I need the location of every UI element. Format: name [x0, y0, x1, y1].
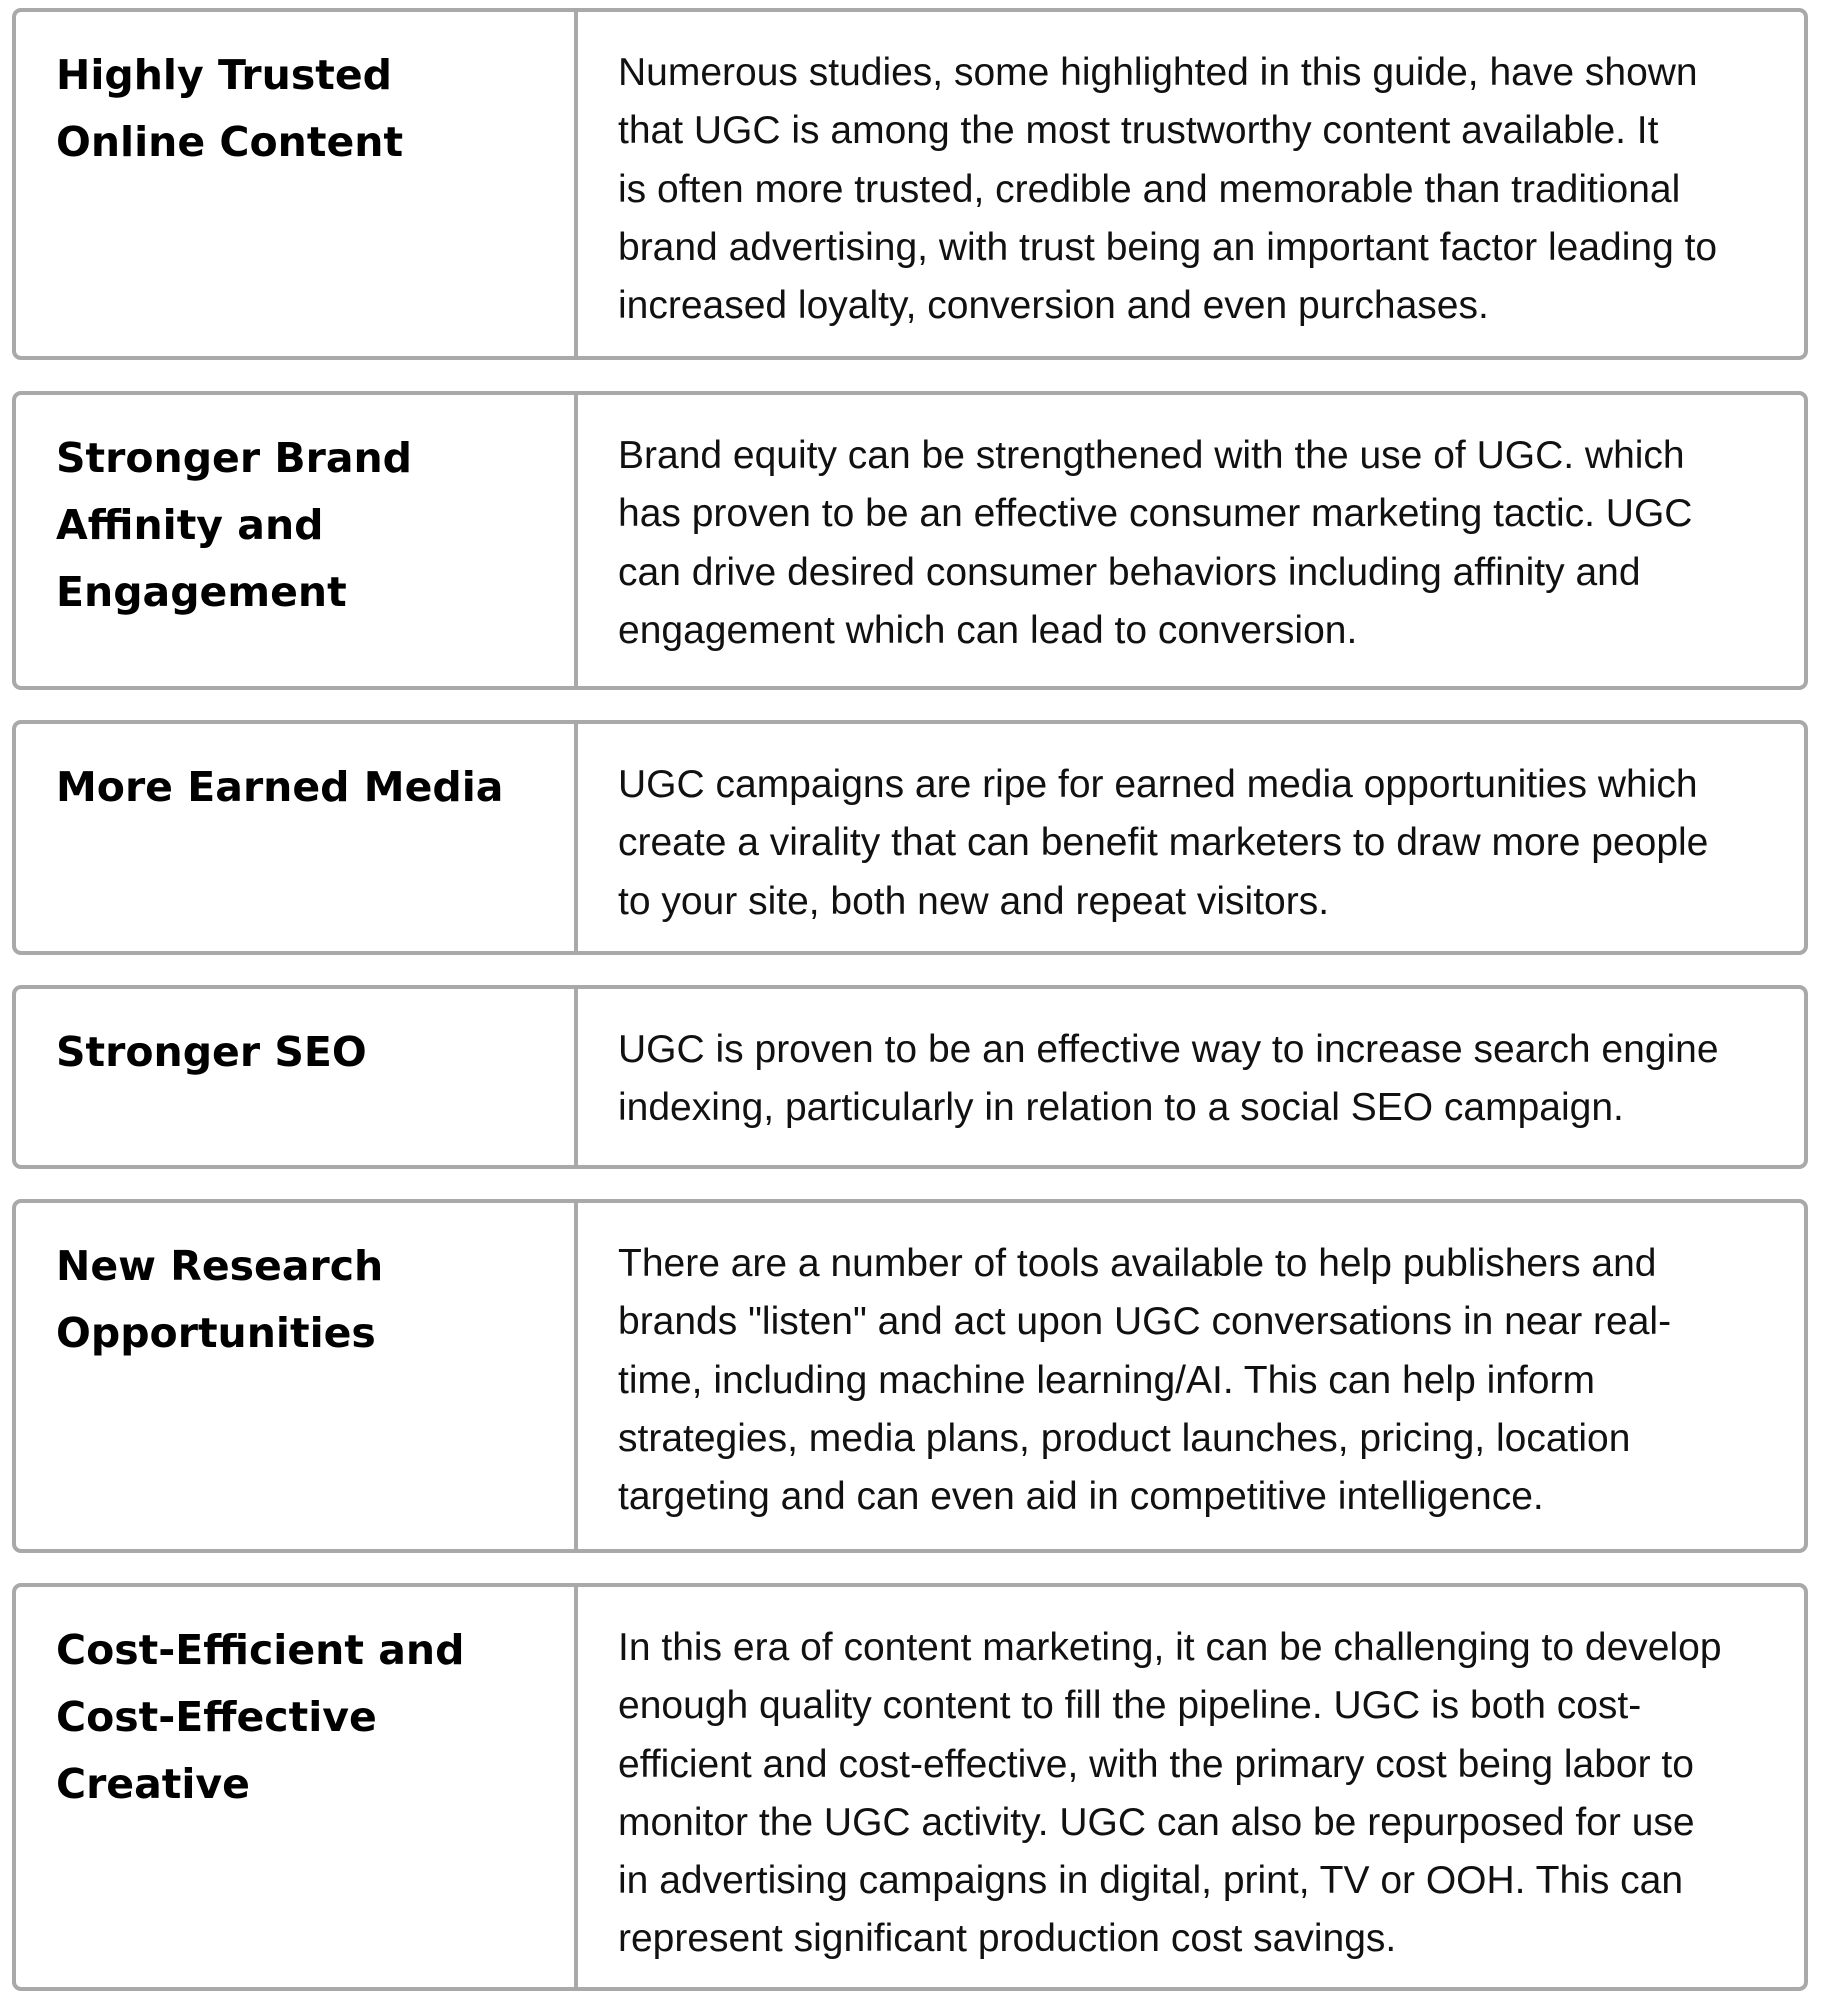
- benefit-title: Highly Trusted Online Content: [16, 12, 578, 356]
- benefit-row-research: [12, 1199, 1808, 1553]
- benefit-description: In this era of content marketing, it can be challenging to develop enough quality content to fill the pipeline. UGC is both cost- efficient and cost-effective, with the primary cost being labor to monitor the UGC activity. UGC can also be repurposed for use in advertising campaigns in digital, print, TV or OOH. This can represent significant production cost savings.: [618, 1626, 1722, 1961]
- benefit-description: UGC is proven to be an effective way to increase search engine indexing, particularly in relation to a social SEO campaign.: [618, 1028, 1719, 1130]
- benefit-title: More Earned Media: [16, 724, 578, 951]
- benefit-title: New Research Opportunities: [16, 1203, 578, 1549]
- benefit-row-brand-affinity: [12, 391, 1808, 690]
- benefit-title: Stronger SEO: [16, 989, 578, 1165]
- benefit-description: There are a number of tools available to help publishers and brands "listen" and act upon UGC conversations in near real- time, including machine learning/AI. This can help inform strategies, media plans, product launches, pricing, location targeting and can even aid in competitive intelligence.: [618, 1242, 1672, 1519]
- benefit-description: Brand equity can be strengthened with the use of UGC. which has proven to be an effective consumer marketing tactic. UGC can drive desired consumer behaviors including affinity and engagement which can lead to conversion.: [618, 434, 1693, 652]
- benefit-row-highly-trusted: [12, 8, 1808, 360]
- benefit-description: Numerous studies, some highlighted in this guide, have shown that UGC is among the most trustworthy content available. It is often more trusted, credible and memorable than traditional brand advertising, with trust being an important factor leading to increased loyalty, conversion and even purchases.: [618, 51, 1718, 328]
- benefit-row-cost-efficient: [12, 1583, 1808, 1991]
- benefit-row-earned-media: [12, 720, 1808, 955]
- benefit-description: UGC campaigns are ripe for earned media opportunities which create a virality that can benefit marketers to draw more people to your site, both new and repeat visitors.: [618, 763, 1709, 923]
- benefit-title: Stronger Brand Affinity and Engagement: [16, 395, 578, 686]
- benefit-row-seo: [12, 985, 1808, 1169]
- benefit-title: Cost-Efficient and Cost-Effective Creative: [16, 1587, 578, 1987]
